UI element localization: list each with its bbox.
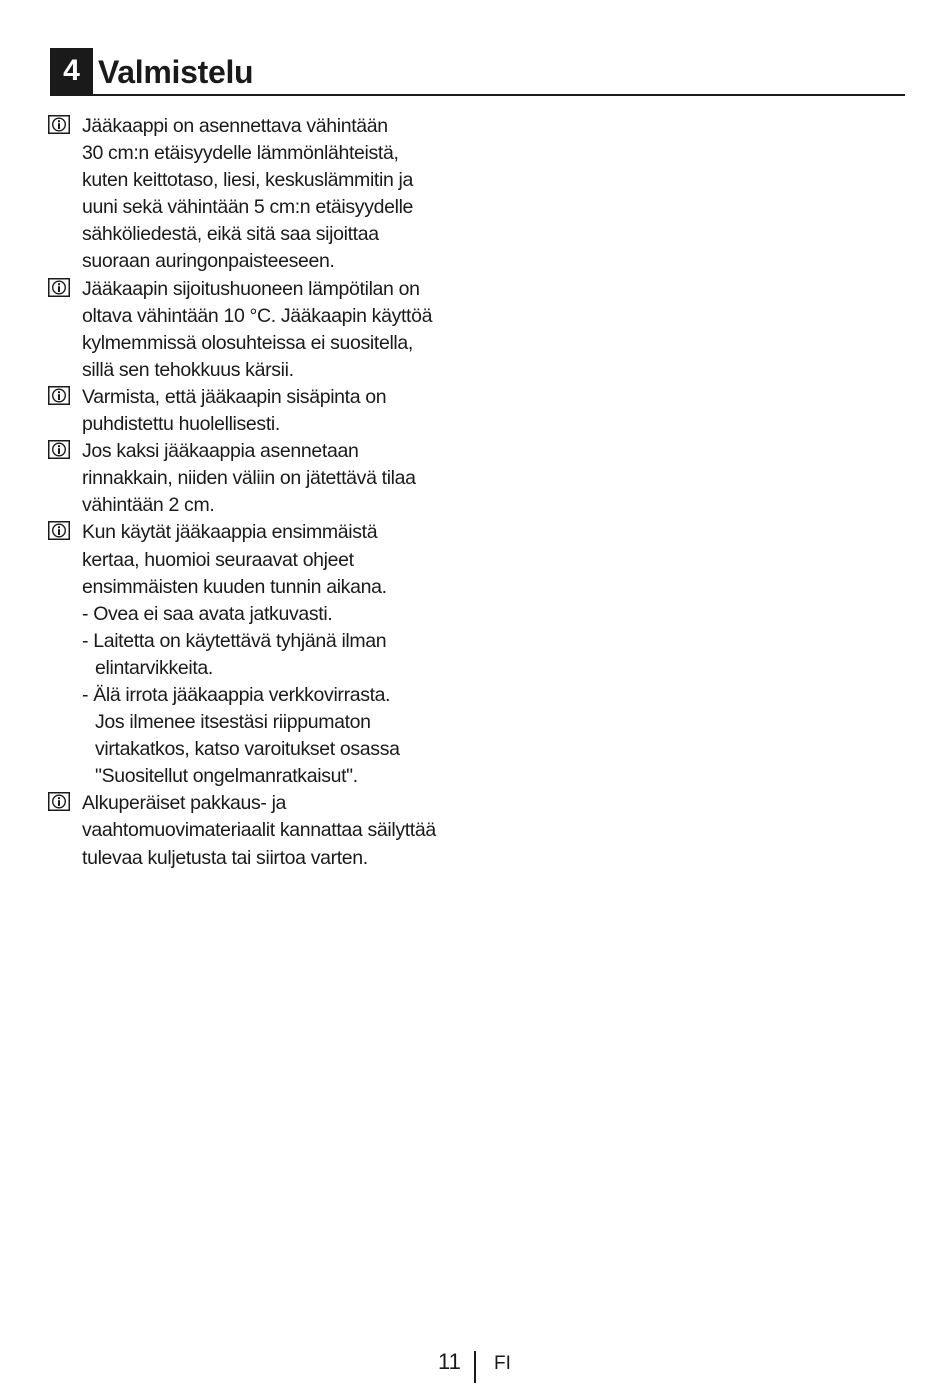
page-number: 11 <box>438 1349 461 1374</box>
note-text-line: tulevaa kuljetusta tai siirtoa varten. <box>82 846 368 869</box>
note-text-line: oltava vähintään 10 °C. Jääkaapin käyttöä <box>82 304 433 327</box>
info-icon <box>48 521 70 540</box>
note-text-line: "Suositellut ongelmanratkaisut". <box>95 765 358 788</box>
info-icon <box>48 115 70 134</box>
note-text-line: ensimmäisten kuuden tunnin aikana. <box>82 575 387 598</box>
note-text-line: sähköliedestä, eikä sitä saa sijoittaa <box>82 223 379 246</box>
note-text-line: Varmista, että jääkaapin sisäpinta on <box>82 385 387 408</box>
note-text-line: elintarvikkeita. <box>95 656 213 679</box>
note-text-line: rinnakkain, niiden väliin on jätettävä tilaa <box>82 467 416 490</box>
page-footer <box>0 1349 950 1385</box>
note-text-line: kertaa, huomioi seuraavat ohjeet <box>82 548 354 571</box>
note-text-line: suoraan auringonpaisteeseen. <box>82 250 335 273</box>
info-note <box>48 113 488 276</box>
note-text-line: vaahtomuovimateriaalit kannattaa säilyttää <box>82 819 436 842</box>
info-icon <box>48 440 70 459</box>
section-number: 4 <box>50 48 93 94</box>
note-text-line: kuten keittotaso, liesi, keskuslämmitin ja <box>82 169 414 192</box>
footer-divider <box>474 1351 476 1383</box>
note-text-line: - Laitetta on käytettävä tyhjänä ilman <box>82 629 387 652</box>
note-text-line: sillä sen tehokkuus kärsii. <box>82 358 294 381</box>
note-text-line: Jos kaksi jääkaappia asennetaan <box>82 440 359 463</box>
info-note <box>48 519 488 790</box>
section-header <box>50 48 905 96</box>
note-text-line: - Ovea ei saa avata jatkuvasti. <box>82 602 333 625</box>
note-text-line: kylmemmissä olosuhteissa ei suositella, <box>82 331 413 354</box>
note-text-line: Kun käytät jääkaappia ensimmäistä <box>82 521 378 544</box>
info-icon <box>48 386 70 405</box>
note-text-line: uuni sekä vähintään 5 cm:n etäisyydelle <box>82 196 414 219</box>
info-note <box>48 438 488 519</box>
info-icon <box>48 792 70 811</box>
note-text-line: virtakatkos, katso varoitukset osassa <box>95 738 400 761</box>
notes-list <box>48 113 488 872</box>
info-note <box>48 276 488 384</box>
section-title: Valmistelu <box>98 54 254 90</box>
language-code: FI <box>494 1353 511 1374</box>
info-note <box>48 790 488 871</box>
info-icon <box>48 278 70 297</box>
note-text-line: 30 cm:n etäisyydelle lämmönlähteistä, <box>82 142 399 165</box>
note-text-line: Jääkaappi on asennettava vähintään <box>82 115 388 137</box>
note-text-line: - Älä irrota jääkaappia verkkovirrasta. <box>82 683 391 706</box>
note-text-line: vähintään 2 cm. <box>82 494 215 517</box>
note-text-line: puhdistettu huolellisesti. <box>82 413 280 436</box>
note-text-line: Jos ilmenee itsestäsi riippumaton <box>95 711 371 734</box>
note-text-line: Alkuperäiset pakkaus- ja <box>82 792 287 815</box>
info-note <box>48 384 488 438</box>
note-text-line: Jääkaapin sijoitushuoneen lämpötilan on <box>82 277 420 300</box>
